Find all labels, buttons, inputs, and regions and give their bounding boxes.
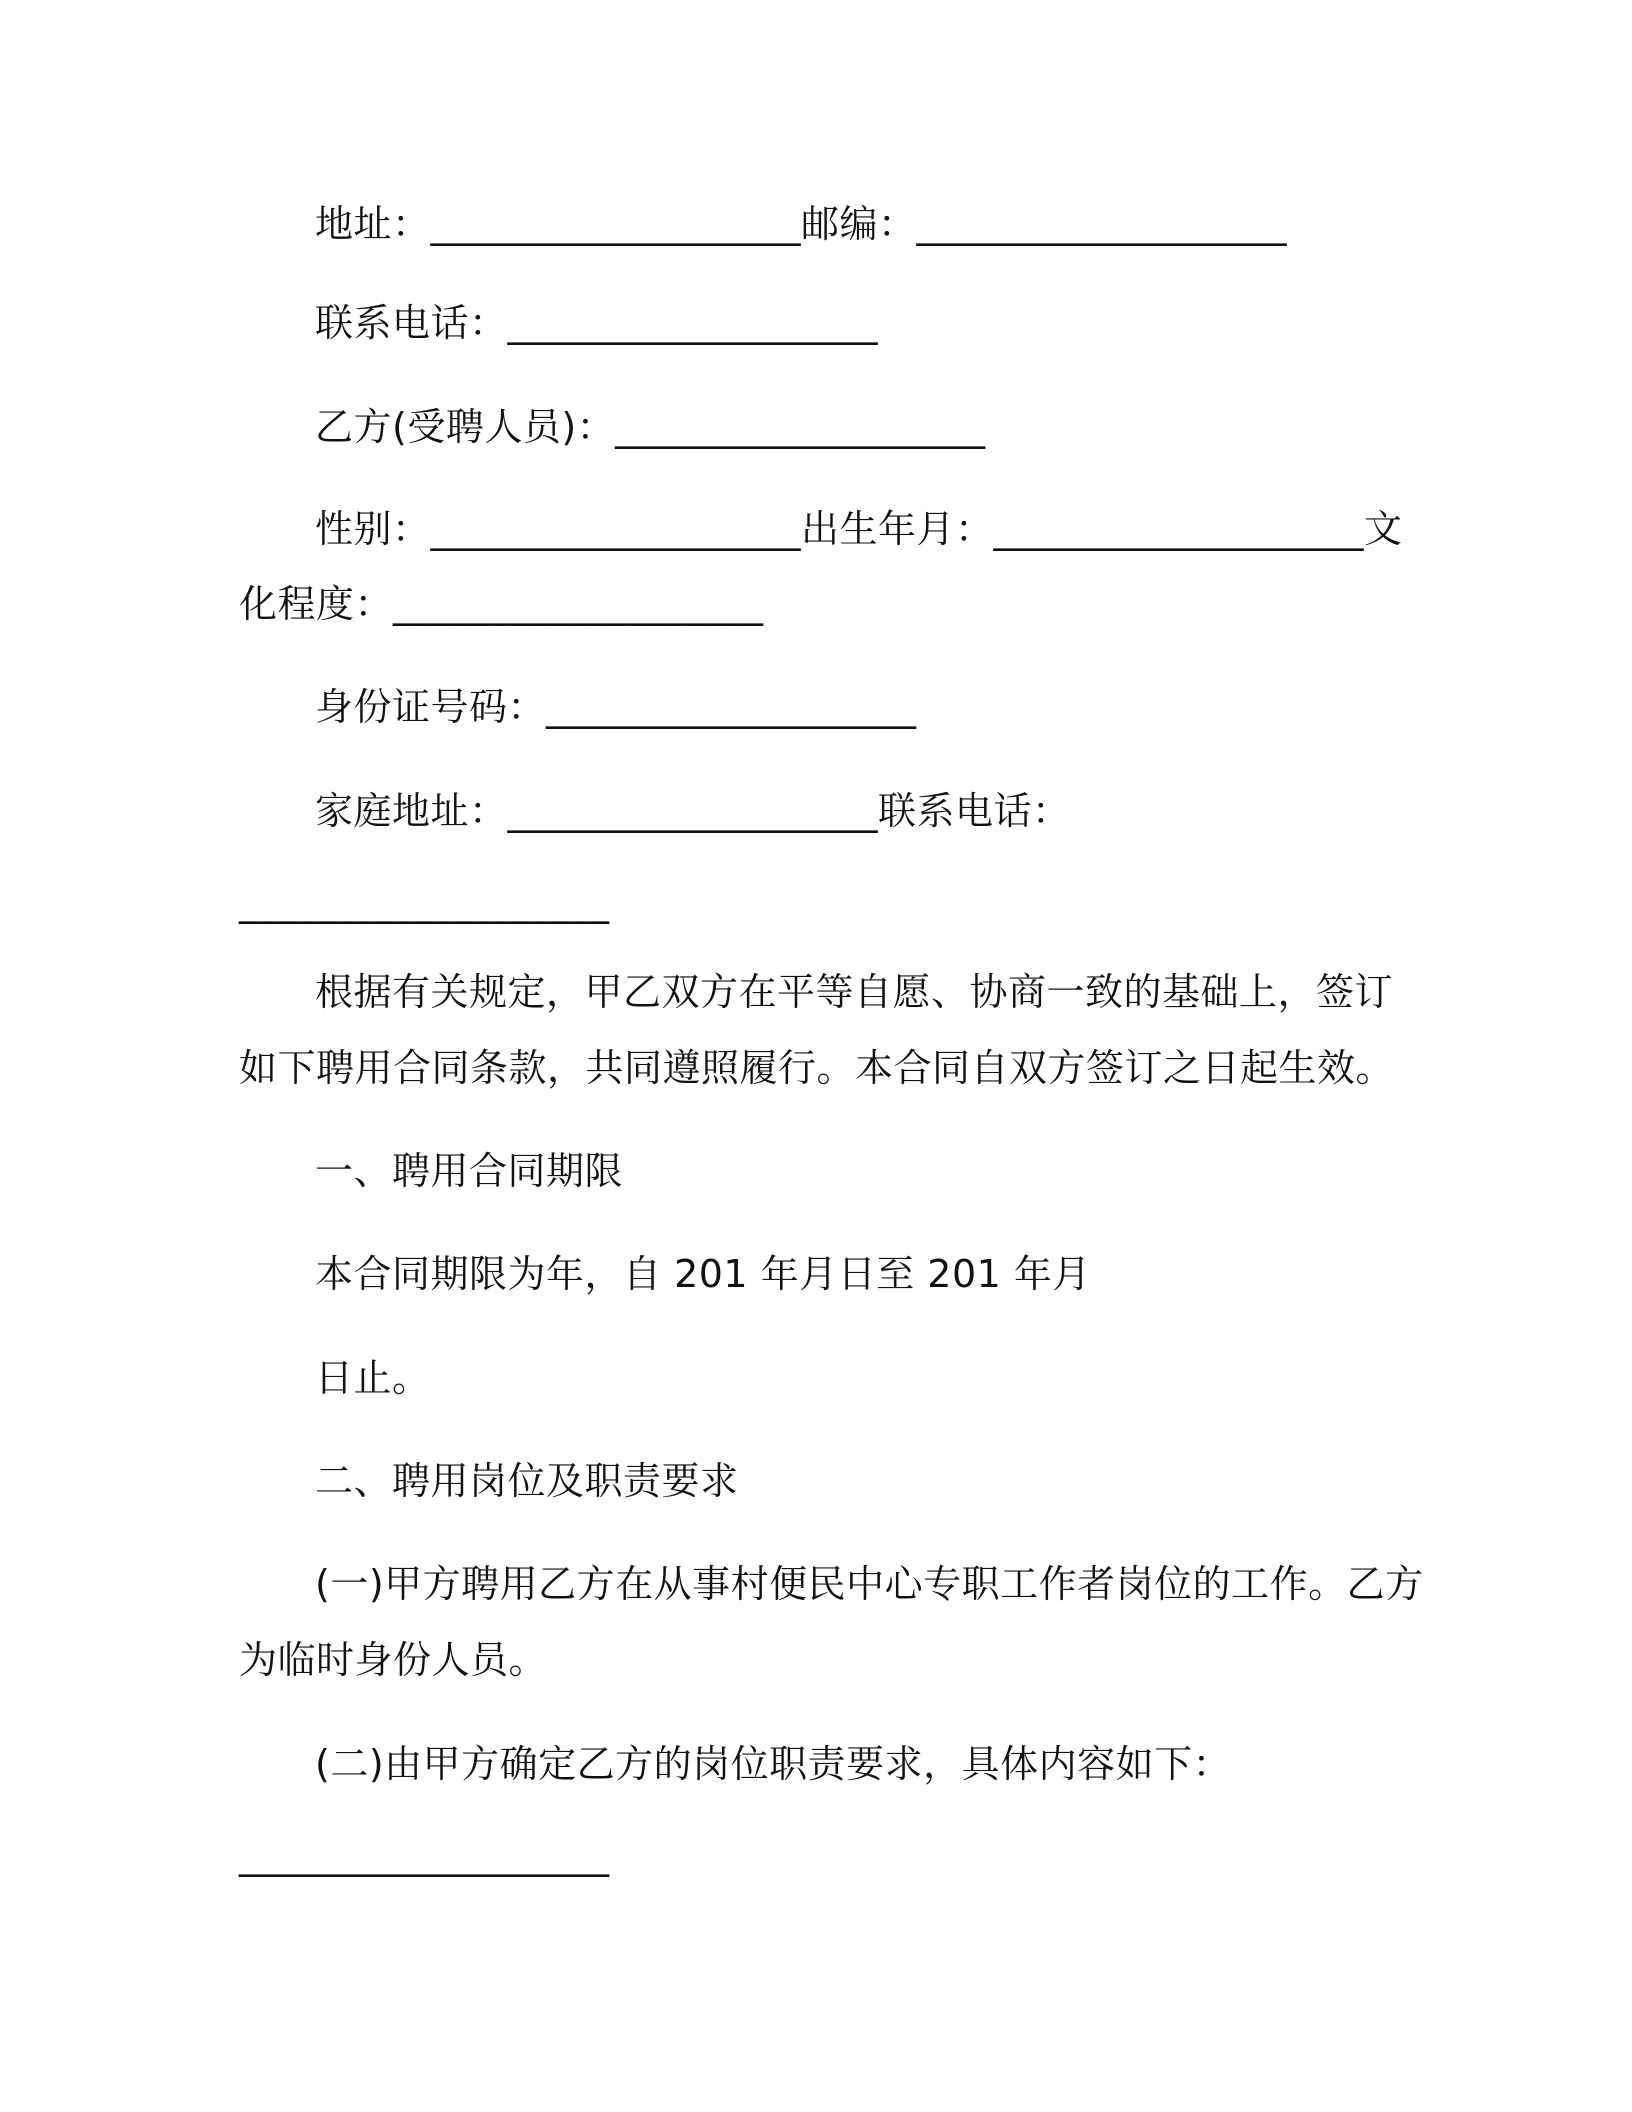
blank-line: ___________________ — [239, 880, 610, 924]
party-b-line: 乙方(受聘人员)：___________________ — [315, 405, 986, 449]
preamble-line-2: 如下聘用合同条款，共同遵照履行。本合同自双方签订之日起生效。 — [239, 1046, 1395, 1090]
preamble-line-1: 根据有关规定，甲乙双方在平等自愿、协商一致的基础上，签订 — [315, 970, 1394, 1014]
clause-2-line: (二)由甲方确定乙方的岗位职责要求，具体内容如下： — [315, 1742, 1232, 1786]
blank-line: ___________________ — [239, 1833, 610, 1877]
clause-1-line-2: 为临时身份人员。 — [239, 1638, 548, 1682]
term-line: 本合同期限为年，自 201 年月日至 201 年月 — [315, 1252, 1091, 1296]
phone-line: 联系电话：___________________ — [315, 301, 879, 345]
section-2-heading: 二、聘用岗位及职责要求 — [315, 1459, 739, 1503]
home-address-line: 家庭地址：___________________联系电话： — [315, 789, 1071, 833]
gender-birth-line: 性别：___________________出生年月：___________________文 — [315, 507, 1403, 551]
id-number-line: 身份证号码：___________________ — [315, 685, 917, 729]
section-1-heading: 一、聘用合同期限 — [315, 1149, 624, 1193]
address-postcode-line: 地址：___________________邮编：___________________ — [315, 202, 1288, 246]
term-end-line: 日止。 — [315, 1356, 431, 1400]
clause-1-line-1: (一)甲方聘用乙方在从事村便民中心专职工作者岗位的工作。乙方 — [315, 1562, 1424, 1606]
education-line: 化程度：___________________ — [239, 582, 764, 626]
